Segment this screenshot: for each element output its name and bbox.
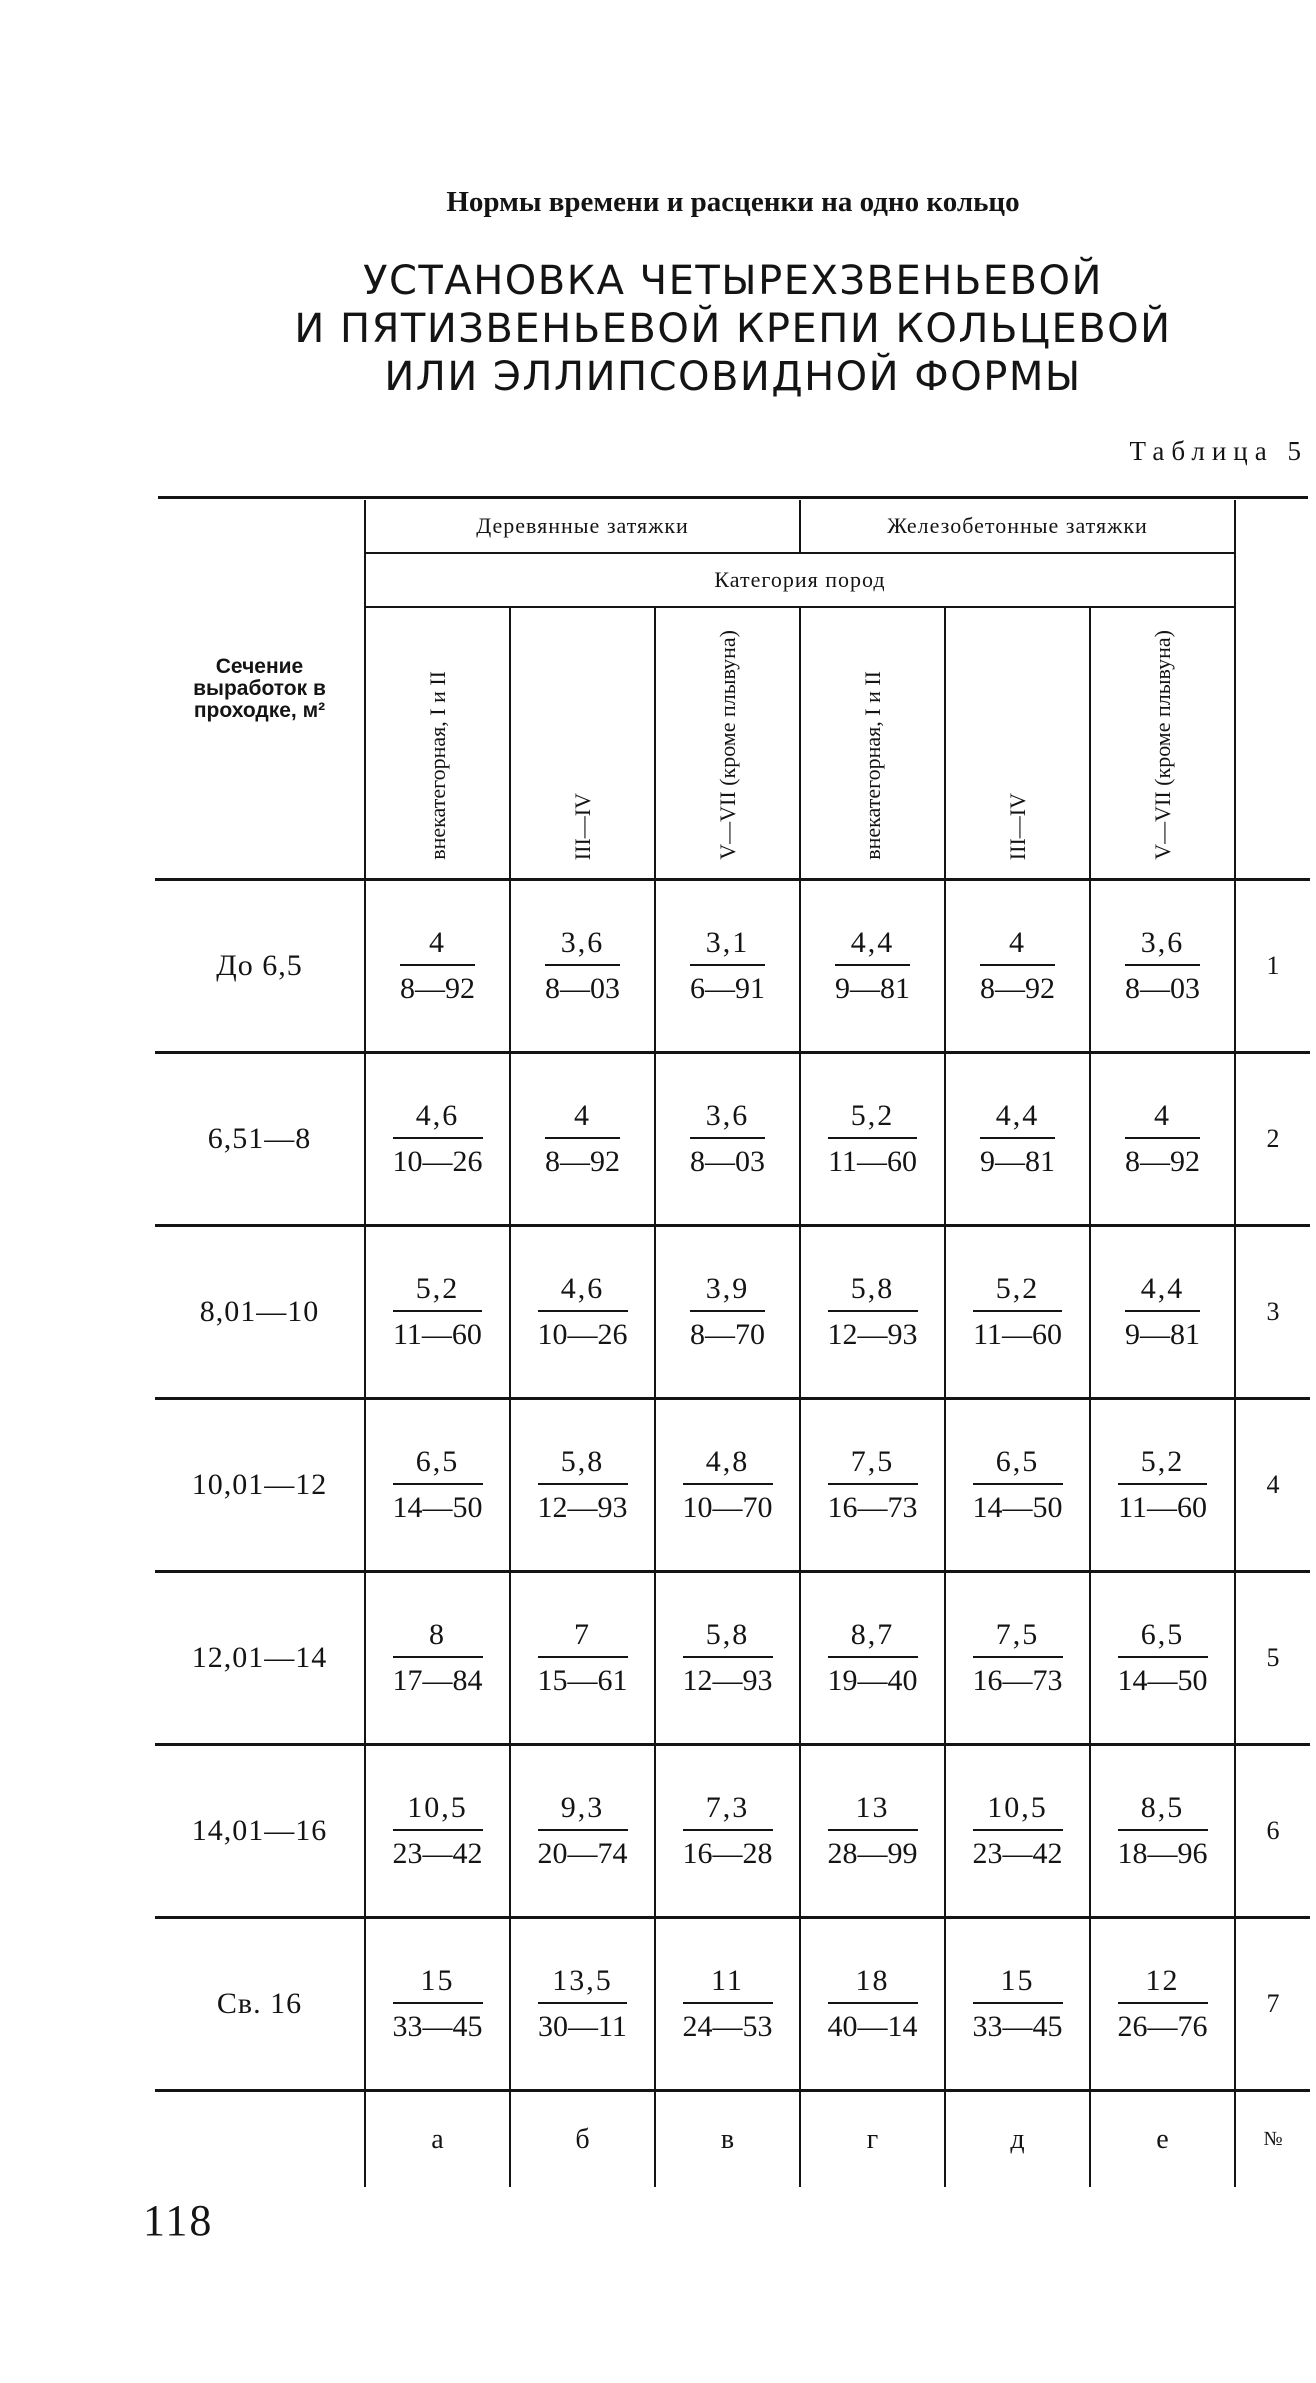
- norm-cell: [365, 1572, 510, 1745]
- time-norm: 5,2: [1140, 1445, 1185, 1478]
- time-norm: 8,7: [850, 1618, 895, 1651]
- time-norm: 15: [420, 1964, 455, 1997]
- time-norm: 4,4: [995, 1099, 1040, 1132]
- norm-cell: [655, 1745, 800, 1918]
- table-row: [155, 1399, 1310, 1572]
- rate-value: 30—11: [538, 2002, 627, 2044]
- norm-fraction: [828, 1272, 918, 1352]
- rate-value: 33—45: [393, 2002, 483, 2044]
- rate-value: 8—92: [1125, 1137, 1200, 1179]
- time-norm: 3,6: [560, 926, 605, 959]
- time-norm: 5,2: [415, 1272, 460, 1305]
- norm-cell: [800, 1918, 945, 2091]
- time-norm: 18: [855, 1964, 890, 1997]
- time-norm: 5,8: [705, 1618, 750, 1651]
- norm-cell: [945, 1053, 1090, 1226]
- row-label: 8,01—10: [155, 1226, 365, 1399]
- rate-value: 40—14: [828, 2002, 918, 2044]
- col-header-e-text: V—VII (кроме плывуна): [1149, 630, 1175, 860]
- norm-cell: [945, 1399, 1090, 1572]
- rate-value: 14—50: [393, 1483, 483, 1525]
- col-header-b-text: III—IV: [569, 792, 595, 860]
- norm-cell: [945, 1226, 1090, 1399]
- rate-value: 15—61: [538, 1656, 628, 1698]
- row-label: 12,01—14: [155, 1572, 365, 1745]
- norm-fraction: [973, 1964, 1063, 2044]
- col-header-g: [800, 607, 945, 878]
- letters-label-cell: [155, 2091, 365, 2188]
- rate-value: 9—81: [1125, 1310, 1200, 1352]
- col-header-b: [510, 607, 655, 878]
- norm-cell: [510, 1399, 655, 1572]
- norm-cell: [945, 880, 1090, 1053]
- norm-cell: [800, 880, 945, 1053]
- row-label: Св. 16: [155, 1918, 365, 2091]
- time-norm: 8: [429, 1618, 446, 1651]
- time-norm: 3,1: [705, 926, 750, 959]
- norm-fraction: [683, 1964, 773, 2044]
- row-label: До 6,5: [155, 880, 365, 1053]
- norm-fraction: [683, 1618, 773, 1698]
- time-norm: 7,5: [995, 1618, 1040, 1651]
- column-letter-d: д: [945, 2091, 1090, 2188]
- time-norm: 3,9: [705, 1272, 750, 1305]
- group-header-wood: Деревянные затяжки: [365, 500, 800, 553]
- norm-fraction: [1118, 1445, 1207, 1525]
- col-header-v: [655, 607, 800, 878]
- time-norm: 4: [429, 926, 446, 959]
- time-norm: 4: [574, 1099, 591, 1132]
- rate-value: 12—93: [538, 1483, 628, 1525]
- time-norm: 4,6: [560, 1272, 605, 1305]
- norm-cell: [510, 1053, 655, 1226]
- rate-value: 10—26: [393, 1137, 483, 1179]
- norm-fraction: [973, 1272, 1062, 1352]
- time-norm: 9,3: [560, 1791, 605, 1824]
- norm-cell: [1090, 1226, 1235, 1399]
- norm-fraction: [973, 1445, 1063, 1525]
- rate-value: 11—60: [393, 1310, 482, 1352]
- norm-fraction: [835, 926, 910, 1006]
- rate-value: 11—60: [973, 1310, 1062, 1352]
- norm-fraction: [1125, 1272, 1200, 1352]
- norm-cell: [365, 1053, 510, 1226]
- page-title-line-2: И ПЯТИЗВЕНЬЕВОЙ КРЕПИ КОЛЬЦЕВОЙ: [294, 306, 1172, 352]
- time-norm: 7,3: [705, 1791, 750, 1824]
- time-norm: 4,8: [705, 1445, 750, 1478]
- rate-value: 23—42: [973, 1829, 1063, 1871]
- time-norm: 4,6: [415, 1099, 460, 1132]
- norm-fraction: [400, 926, 475, 1006]
- rate-value: 8—92: [545, 1137, 620, 1179]
- rate-value: 9—81: [980, 1137, 1055, 1179]
- time-norm: 13: [855, 1791, 890, 1824]
- rate-value: 8—03: [1125, 964, 1200, 1006]
- col-header-e: [1090, 607, 1235, 878]
- rate-value: 10—26: [538, 1310, 628, 1352]
- norm-cell: [510, 880, 655, 1053]
- norm-cell: [1090, 1745, 1235, 1918]
- norm-fraction: [828, 1964, 918, 2044]
- rate-value: 19—40: [828, 1656, 918, 1698]
- col-header-a: [365, 607, 510, 878]
- time-norm: 10,5: [407, 1791, 468, 1824]
- time-norm: 13,5: [552, 1964, 613, 1997]
- norm-fraction: [545, 926, 620, 1006]
- rate-value: 10—70: [683, 1483, 773, 1525]
- norm-fraction: [683, 1445, 773, 1525]
- norm-fraction: [828, 1099, 917, 1179]
- norm-fraction: [538, 1964, 627, 2044]
- table-row: [155, 1745, 1310, 1918]
- row-number: 3: [1235, 1226, 1310, 1399]
- time-norm: 7: [574, 1618, 591, 1651]
- norm-fraction: [973, 1791, 1063, 1871]
- norm-fraction: [393, 1618, 483, 1698]
- rate-value: 14—50: [973, 1483, 1063, 1525]
- row-number: 1: [1235, 880, 1310, 1053]
- norm-cell: [800, 1572, 945, 1745]
- norms-table: [155, 500, 1310, 2187]
- norm-cell: [1090, 1399, 1235, 1572]
- norm-cell: [510, 1572, 655, 1745]
- rate-value: 8—03: [690, 1137, 765, 1179]
- column-letters-row: [155, 2091, 1310, 2188]
- rate-value: 11—60: [828, 1137, 917, 1179]
- column-letter-b: б: [510, 2091, 655, 2188]
- row-number: 4: [1235, 1399, 1310, 1572]
- norm-fraction: [538, 1272, 628, 1352]
- norm-cell: [800, 1399, 945, 1572]
- norm-fraction: [980, 926, 1055, 1006]
- table-name: Таблица 5: [1129, 436, 1308, 466]
- row-number: 2: [1235, 1053, 1310, 1226]
- norm-cell: [945, 1918, 1090, 2091]
- norm-cell: [655, 1918, 800, 2091]
- page-title-line-3: ИЛИ ЭЛЛИПСОВИДНОЙ ФОРМЫ: [384, 354, 1082, 400]
- norm-fraction: [828, 1618, 918, 1698]
- time-norm: 4: [1154, 1099, 1172, 1132]
- time-norm: 4,4: [1140, 1272, 1185, 1305]
- table-body: [155, 880, 1310, 2091]
- norm-fraction: [1125, 926, 1200, 1006]
- norm-fraction: [538, 1618, 628, 1698]
- time-norm: 3,6: [705, 1099, 750, 1132]
- time-norm: 6,5: [995, 1445, 1040, 1478]
- norm-cell: [655, 1399, 800, 1572]
- norm-fraction: [690, 1099, 765, 1179]
- table-row: [155, 1572, 1310, 1745]
- col-header-d-text: III—IV: [1004, 792, 1030, 860]
- rate-value: 16—73: [828, 1483, 918, 1525]
- rate-value: 33—45: [973, 2002, 1063, 2044]
- norm-cell: [365, 1399, 510, 1572]
- time-norm: 5,8: [560, 1445, 605, 1478]
- rate-value: 17—84: [393, 1656, 483, 1698]
- group-header-concrete: Железобетонные затяжки: [800, 500, 1235, 553]
- norm-cell: [800, 1745, 945, 1918]
- table-row: [155, 1053, 1310, 1226]
- norm-fraction: [980, 1099, 1055, 1179]
- rate-value: 8—92: [980, 964, 1055, 1006]
- norm-cell: [945, 1572, 1090, 1745]
- norm-fraction: [1118, 1964, 1208, 2044]
- col-header-g-text: внекатегорная, I и II: [859, 671, 885, 860]
- rate-value: 8—92: [400, 964, 475, 1006]
- norm-cell: [510, 1745, 655, 1918]
- rate-value: 12—93: [683, 1656, 773, 1698]
- norm-cell: [655, 1226, 800, 1399]
- rate-value: 8—70: [690, 1310, 765, 1352]
- rate-value: 6—91: [690, 964, 765, 1006]
- row-label: 6,51—8: [155, 1053, 365, 1226]
- norm-fraction: [690, 926, 765, 1006]
- column-letter-e: е: [1090, 2091, 1235, 2188]
- norm-cell: [655, 880, 800, 1053]
- header-group-row: [155, 500, 1310, 553]
- time-norm: 5,8: [850, 1272, 895, 1305]
- table-row: [155, 1918, 1310, 2091]
- norm-cell: [510, 1226, 655, 1399]
- time-norm: 8,5: [1140, 1791, 1185, 1824]
- norm-fraction: [828, 1445, 918, 1525]
- norm-fraction: [393, 1964, 483, 2044]
- norm-fraction: [1118, 1791, 1208, 1871]
- rate-value: 24—53: [683, 2002, 773, 2044]
- rate-value: 26—76: [1118, 2002, 1208, 2044]
- rate-value: 23—42: [393, 1829, 483, 1871]
- time-norm: 15: [1000, 1964, 1035, 1997]
- norm-cell: [1090, 1053, 1235, 1226]
- norm-fraction: [1118, 1618, 1208, 1698]
- norm-cell: [655, 1572, 800, 1745]
- row-header-label: Сечение выработок в проходке, м²: [193, 655, 326, 722]
- rate-value: 28—99: [828, 1829, 918, 1871]
- page-number: 118: [143, 2196, 214, 2245]
- norm-fraction: [828, 1791, 918, 1871]
- time-norm: 6,5: [1140, 1618, 1185, 1651]
- norm-fraction: [1125, 1099, 1200, 1179]
- norm-cell: [1090, 880, 1235, 1053]
- column-letter-v: в: [655, 2091, 800, 2188]
- time-norm: 11: [711, 1964, 744, 1997]
- table-row: [155, 880, 1310, 1053]
- norm-cell: [800, 1226, 945, 1399]
- row-number: 6: [1235, 1745, 1310, 1918]
- rate-value: 12—93: [828, 1310, 918, 1352]
- norm-cell: [365, 1226, 510, 1399]
- norm-fraction: [393, 1099, 483, 1179]
- col-header-a-text: внекатегорная, I и II: [424, 671, 450, 860]
- header-spacer: [1235, 500, 1310, 878]
- table-top-rule: [158, 496, 1308, 499]
- norm-fraction: [538, 1791, 628, 1871]
- time-norm: 5,2: [995, 1272, 1040, 1305]
- norm-fraction: [973, 1618, 1063, 1698]
- table-row: [155, 1226, 1310, 1399]
- rate-value: 9—81: [835, 964, 910, 1006]
- time-norm: 7,5: [850, 1445, 895, 1478]
- norm-fraction: [545, 1099, 620, 1179]
- time-norm: 4,4: [850, 926, 895, 959]
- norm-cell: [1090, 1572, 1235, 1745]
- time-norm: 4: [1009, 926, 1027, 959]
- time-norm: 10,5: [987, 1791, 1048, 1824]
- rate-value: 14—50: [1118, 1656, 1208, 1698]
- time-norm: 6,5: [415, 1445, 460, 1478]
- time-norm: 3,6: [1140, 926, 1185, 959]
- rate-value: 18—96: [1118, 1829, 1208, 1871]
- norm-fraction: [393, 1791, 483, 1871]
- norm-fraction: [393, 1272, 482, 1352]
- row-number: 7: [1235, 1918, 1310, 2091]
- norm-cell: [945, 1745, 1090, 1918]
- norm-cell: [365, 880, 510, 1053]
- time-norm: 12: [1145, 1964, 1180, 1997]
- row-label: 14,01—16: [155, 1745, 365, 1918]
- category-header: Категория пород: [365, 553, 1235, 607]
- norm-cell: [655, 1053, 800, 1226]
- column-letter-a: а: [365, 2091, 510, 2188]
- page-title-line-1: УСТАНОВКА ЧЕТЫРЕХЗВЕНЬЕВОЙ: [363, 258, 1103, 304]
- norm-cell: [365, 1918, 510, 2091]
- rate-value: 16—73: [973, 1656, 1063, 1698]
- norm-cell: [1090, 1918, 1235, 2091]
- norm-fraction: [690, 1272, 765, 1352]
- norm-fraction: [393, 1445, 483, 1525]
- row-number: 5: [1235, 1572, 1310, 1745]
- norm-cell: [365, 1745, 510, 1918]
- rate-value: 8—03: [545, 964, 620, 1006]
- row-label: 10,01—12: [155, 1399, 365, 1572]
- col-header-d: [945, 607, 1090, 878]
- norm-cell: [510, 1918, 655, 2091]
- rate-value: 20—74: [538, 1829, 628, 1871]
- col-header-v-text: V—VII (кроме плывуна): [714, 630, 740, 860]
- norm-fraction: [538, 1445, 628, 1525]
- time-norm: 5,2: [850, 1099, 895, 1132]
- norm-fraction: [683, 1791, 773, 1871]
- column-letter-g: г: [800, 2091, 945, 2188]
- letters-row-num: №: [1263, 2128, 1283, 2150]
- page-subtitle: Нормы времени и расценки на одно кольцо: [446, 186, 1020, 218]
- rate-value: 11—60: [1118, 1483, 1207, 1525]
- rate-value: 16—28: [683, 1829, 773, 1871]
- row-header-cell: [155, 500, 365, 878]
- norm-cell: [800, 1053, 945, 1226]
